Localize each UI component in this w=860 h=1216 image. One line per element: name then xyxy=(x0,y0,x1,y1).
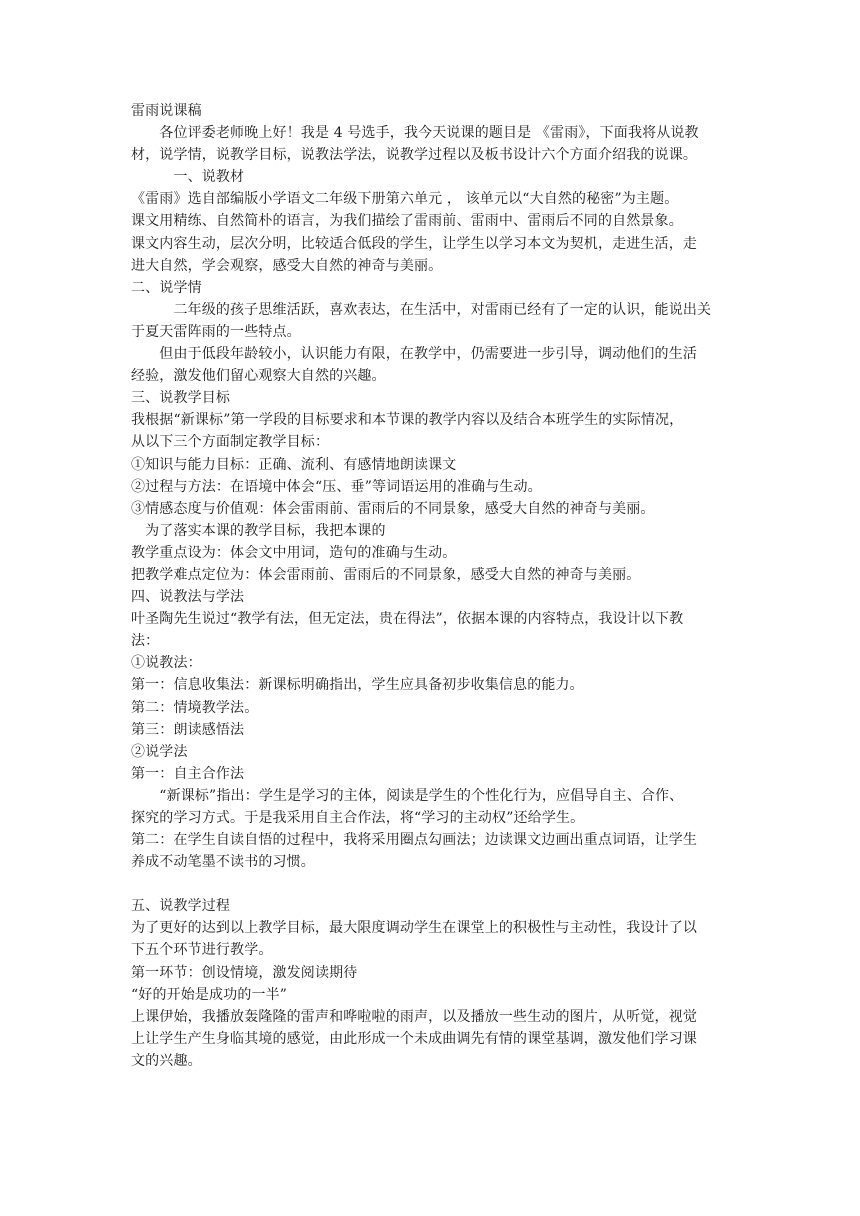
paragraph-line: 叶圣陶先生说过“教学有法，但无定法，贵在得法”，依据本课的内容特点，我设计以下教 xyxy=(131,611,684,628)
paragraph-line: 教学重点设为：体会文中用词，造句的准确与生动。 xyxy=(131,544,457,561)
list-item: ③情感态度与价值观：体会雷雨前、雷雨后的不同景象，感受大自然的神奇与美丽。 xyxy=(131,500,655,517)
section-heading: 二、说学情 xyxy=(131,279,202,296)
paragraph-line: 探究的学习方式。于是我采用自主合作法，将“学习的主动权”还给学生。 xyxy=(131,810,585,826)
paragraph-line: 为了更好的达到以上教学目标，最大限度调动学生在课堂上的积极性与主动性，我设计了以 xyxy=(131,920,697,937)
list-item: 第三：朗读感悟法 xyxy=(131,721,245,738)
quote-line: “好的开始是成功的一半” xyxy=(131,986,288,1003)
section-heading: 四、说教法与学法 xyxy=(131,589,245,606)
paragraph-line: “新课标”指出：学生是学习的主体，阅读是学生的个性化行为，应倡导自主、合作、 xyxy=(131,787,684,804)
paragraph-line: 课文用精练、自然简朴的语言，为我们描绘了雷雨前、雷雨中、雷雨后不同的自然景象。 xyxy=(131,213,683,230)
list-item: 第二：情境教学法。 xyxy=(131,699,259,716)
list-item: 第一：信息收集法：新课标明确指出，学生应具备初步收集信息的能力。 xyxy=(131,677,584,694)
section-heading: 一、说教材 xyxy=(131,169,245,186)
list-item: ①知识与能力目标：正确、流利、有感情地朗读课文 xyxy=(131,456,457,473)
paragraph-line: 经验，激发他们留心观察大自然的兴趣。 xyxy=(131,368,386,385)
document-page xyxy=(131,100,743,1072)
section-heading: 五、说教学过程 xyxy=(131,898,231,915)
subheading: ①说教法： xyxy=(131,655,202,672)
list-item: 第二：在学生自读自悟的过程中，我将采用圈点勾画法；边读课文边画出重点词语，让学生 xyxy=(131,832,697,849)
paragraph-line: 为了落实本课的教学目标，我把本课的 xyxy=(131,522,386,539)
doc-title: 雷雨说课稿 xyxy=(131,103,202,119)
paragraph-line: 把教学难点定位为：体会雷雨前、雷雨后的不同景象，感受大自然的神奇与美丽。 xyxy=(131,566,641,583)
paragraph-line: 课文内容生动，层次分明，比较适合低段的学生，让学生以学习本文为契机，走进生活，走 xyxy=(131,235,697,252)
paragraph-line: 上课伊始，我播放轰隆隆的雷声和哗啦啦的雨声，以及播放一些生动的图片，从听觉，视觉 xyxy=(131,1008,697,1025)
subheading: ②说学法 xyxy=(131,743,188,760)
paragraph-line: 我根据“新课标”第一学段的目标要求和本节课的教学内容以及结合本班学生的实际情况， xyxy=(131,412,684,429)
section-heading: 三、说教学目标 xyxy=(131,390,231,407)
list-item: ②过程与方法：在语境中体会“压、垂”等词语运用的准确与生动。 xyxy=(131,478,542,495)
paragraph-line: 文的兴趣。 xyxy=(131,1052,202,1069)
paragraph-line: 从以下三个方面制定教学目标： xyxy=(131,434,330,451)
paragraph-line: 上让学生产生身临其境的感觉，由此形成一个未成曲调先有情的课堂基调，激发他们学习课 xyxy=(131,1030,697,1047)
paragraph-line: 养成不动笔墨不读书的习惯。 xyxy=(131,854,315,871)
blank-line xyxy=(131,873,743,895)
list-item: 第一：自主合作法 xyxy=(131,765,245,782)
paragraph-line: 二年级的孩子思维活跃，喜欢表达，在生活中，对雷雨已经有了一定的认识，能说出关 xyxy=(131,301,712,318)
paragraph-line: 法： xyxy=(131,633,160,650)
paragraph-line: 进大自然，学会观察，感受大自然的神奇与美丽。 xyxy=(131,257,443,274)
subheading: 第一环节：创设情境，激发阅读期待 xyxy=(131,964,358,981)
paragraph-line: 但由于低段年龄较小，认识能力有限，在教学中，仍需要进一步引导，调动他们的生活 xyxy=(131,346,697,363)
paragraph-line: 《雷雨》选自部编版小学语文二年级下册第六单元 ， 该单元以“大自然的秘密”为主题。 xyxy=(131,191,679,208)
intro-line: 材，说学情，说教学目标，说教法学法，说教学过程以及板书设计六个方面介绍我的说课。 xyxy=(131,147,697,164)
paragraph-line: 下五个环节进行教学。 xyxy=(131,942,273,959)
paragraph-line: 于夏天雷阵雨的一些特点。 xyxy=(131,323,301,340)
intro-line: 各位评委老师晚上好！我是 4 号选手，我今天说课的题目是 《雷雨》，下面我将从说教 xyxy=(131,125,699,142)
